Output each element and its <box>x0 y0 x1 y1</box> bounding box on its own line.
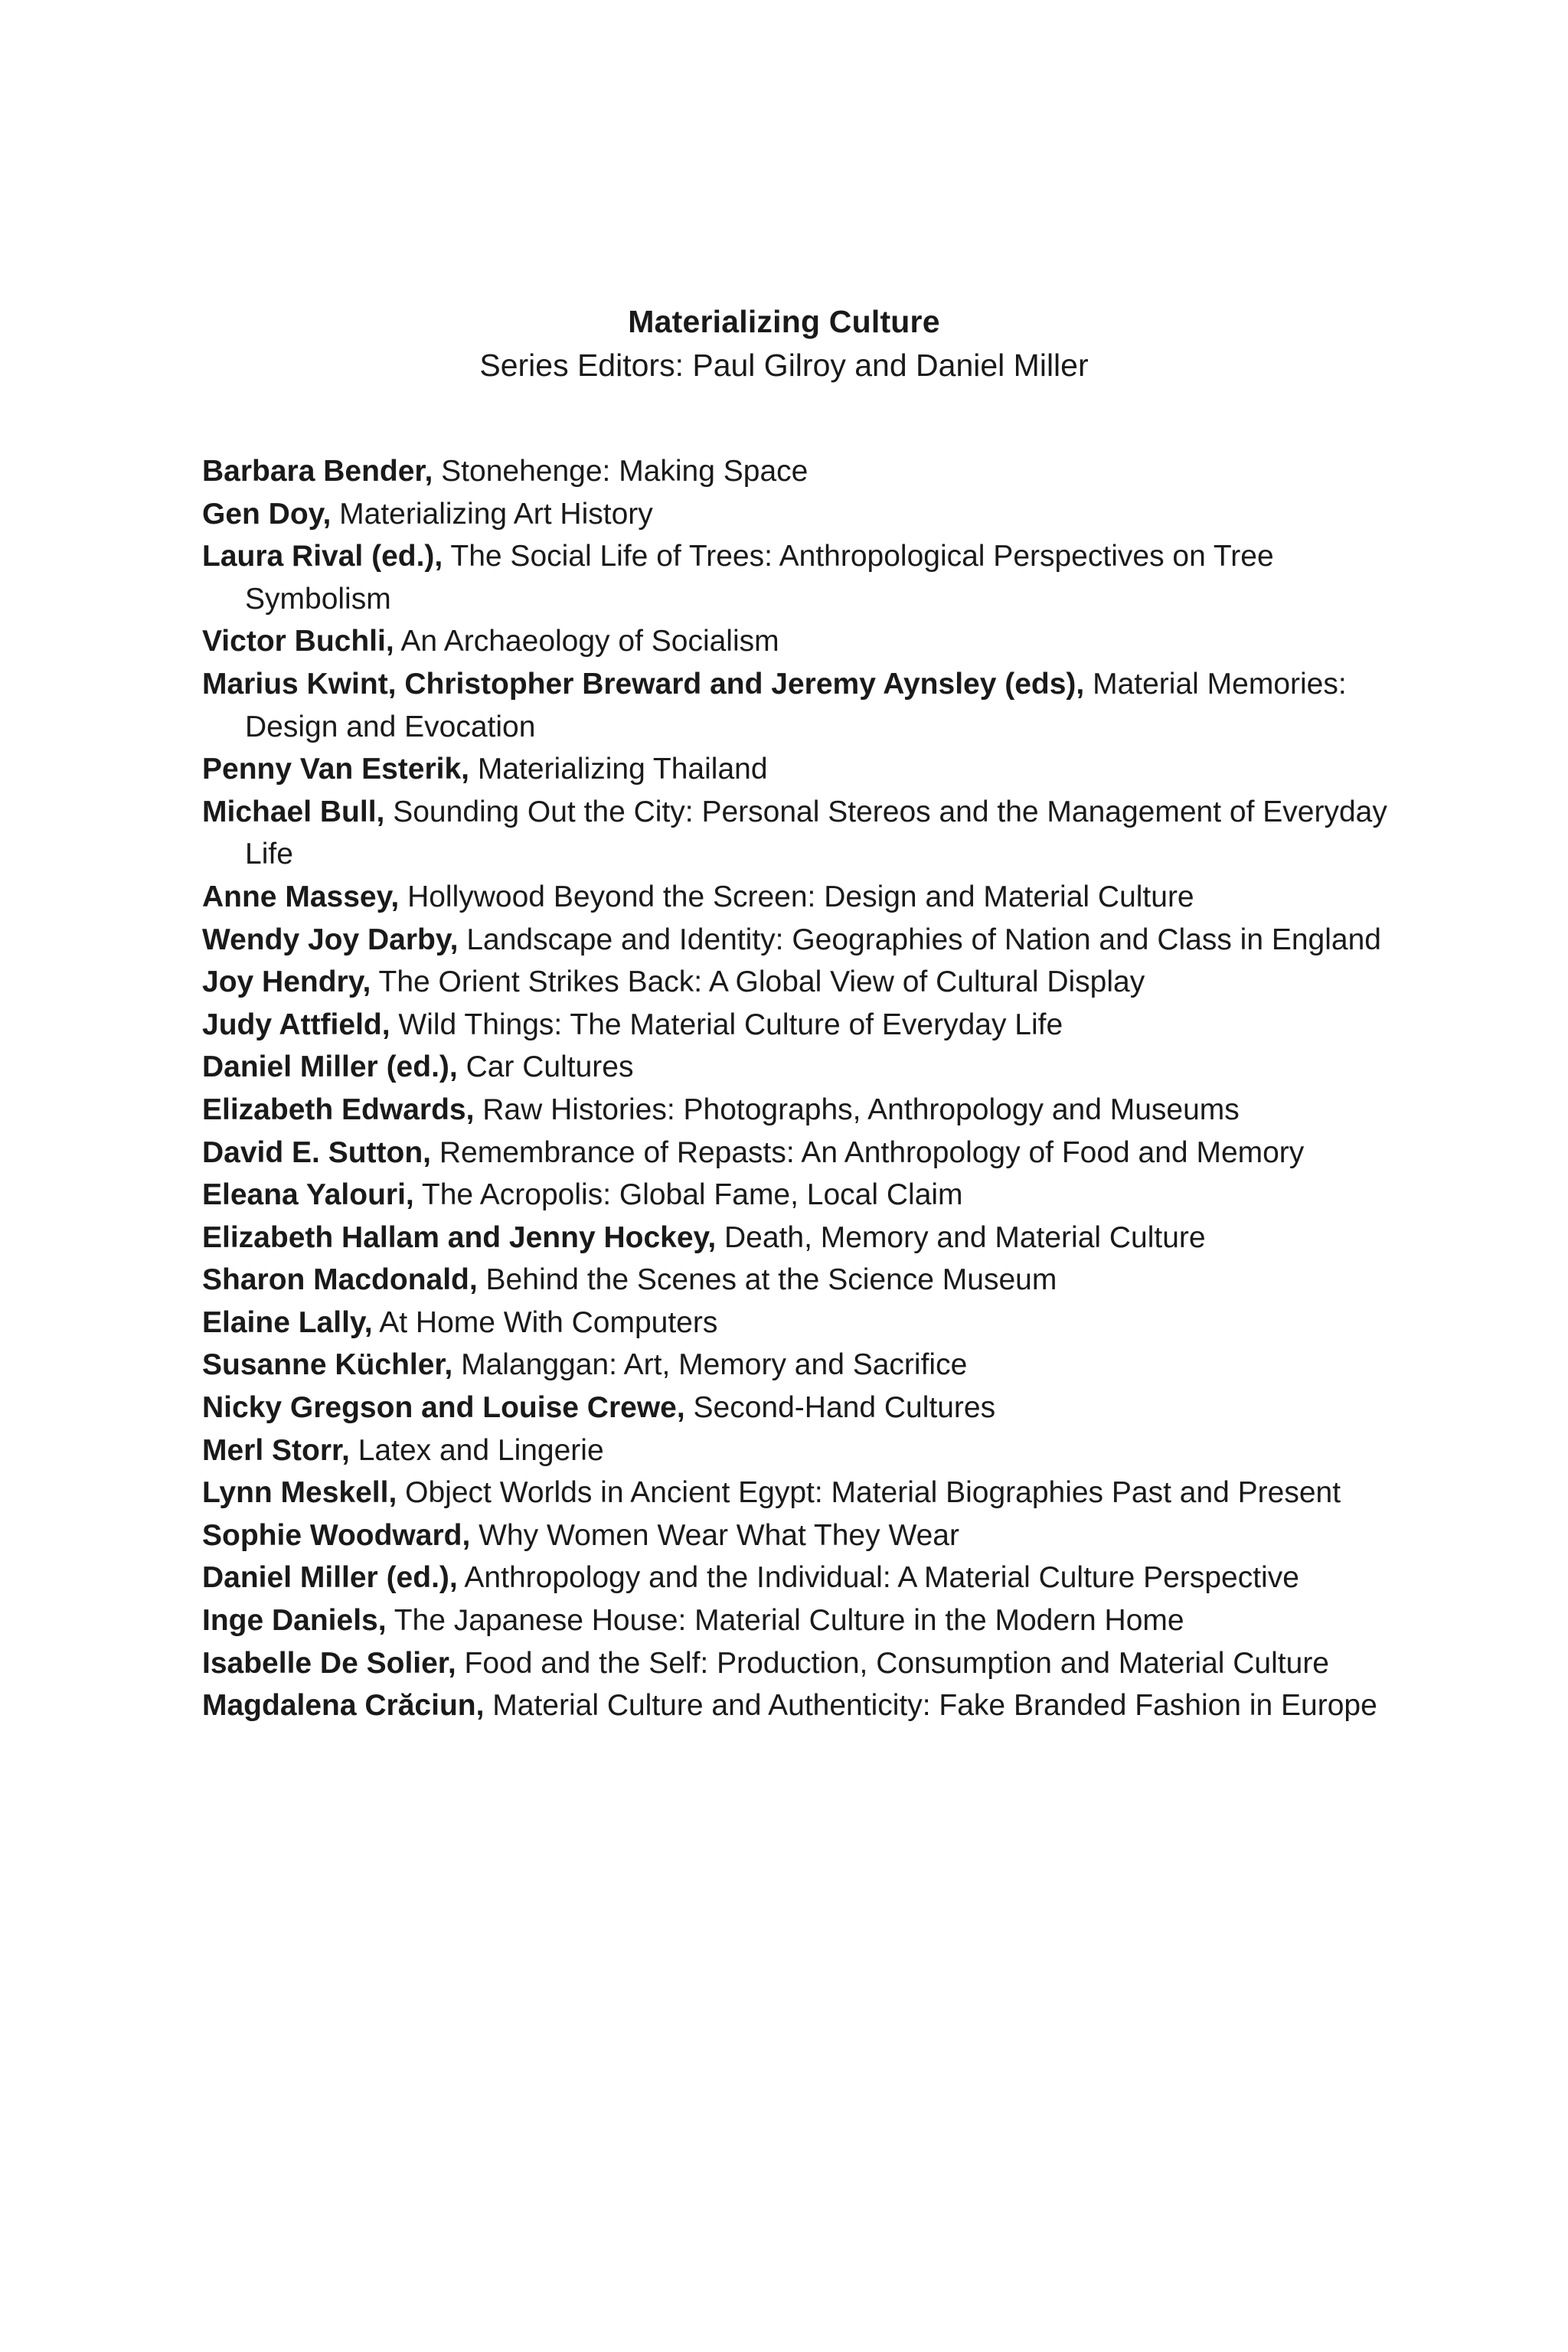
book-entry <box>202 1004 1396 1047</box>
book-author: Elizabeth Edwards, <box>202 1093 475 1126</box>
book-title: Why Women Wear What They Wear <box>479 1518 959 1552</box>
book-title: The Japanese House: Material Culture in the Modern Home <box>394 1604 1184 1638</box>
book-title: Death, Memory and Material Culture <box>724 1220 1206 1254</box>
book-entry <box>202 1472 1396 1514</box>
book-entry <box>202 876 1396 919</box>
book-title: At Home With Computers <box>379 1305 718 1339</box>
book-author: Sharon Macdonald, <box>202 1263 478 1297</box>
book-author: Sophie Woodward, <box>202 1518 471 1552</box>
book-author: Magdalena Crăciun, <box>202 1689 485 1723</box>
book-title: Raw Histories: Photographs, Anthropology and Museums <box>482 1093 1240 1126</box>
book-title: Car Cultures <box>466 1050 634 1084</box>
book-title: Material Memories: Design and Evocation <box>245 667 1347 743</box>
book-author: Elaine Lally, <box>202 1305 373 1339</box>
book-title: An Archaeology of Socialism <box>400 625 779 658</box>
book-title: Malanggan: Art, Memory and Sacrifice <box>461 1348 968 1382</box>
series-editors: Series Editors: Paul Gilroy and Daniel Miller <box>479 348 1089 383</box>
book-author: Daniel Miller (ed.), <box>202 1050 458 1084</box>
book-author: Gen Doy, <box>202 497 332 531</box>
book-entry <box>202 1514 1396 1557</box>
book-author: Merl Storr, <box>202 1433 350 1467</box>
book-author: Elizabeth Hallam and Jenny Hockey, <box>202 1220 717 1254</box>
book-author: Wendy Joy Darby, <box>202 923 459 956</box>
book-author: Michael Bull, <box>202 795 385 828</box>
book-title: Latex and Lingerie <box>358 1433 604 1467</box>
book-entry <box>202 493 1396 536</box>
book-title: Second-Hand Cultures <box>693 1391 996 1425</box>
book-author: Judy Attfield, <box>202 1008 390 1041</box>
book-author: Nicky Gregson and Louise Crewe, <box>202 1391 685 1425</box>
series-header <box>0 300 1568 387</box>
book-author: Barbara Bender, <box>202 455 433 488</box>
book-entry <box>202 1344 1396 1387</box>
book-title: Wild Things: The Material Culture of Everyday Life <box>398 1008 1063 1041</box>
book-title: Sounding Out the City: Personal Stereos and the Management of Everyday Life <box>245 795 1387 871</box>
series-title: Materializing Culture <box>628 304 940 339</box>
book-entry <box>202 748 1396 791</box>
book-entry <box>202 1429 1396 1472</box>
book-entry <box>202 1599 1396 1642</box>
book-author: Penny Van Esterik, <box>202 753 470 786</box>
book-title: Material Culture and Authenticity: Fake Branded Fashion in Europe <box>492 1689 1377 1723</box>
book-entry <box>202 1217 1396 1259</box>
book-title: Food and the Self: Production, Consumption and Material Culture <box>464 1646 1329 1680</box>
book-entry <box>202 1684 1396 1727</box>
book-author: Lynn Meskell, <box>202 1476 397 1510</box>
book-entry <box>202 1132 1396 1174</box>
book-entry <box>202 1387 1396 1429</box>
book-entry <box>202 663 1396 748</box>
book-entry <box>202 1557 1396 1599</box>
book-title: The Social Life of Trees: Anthropological Perspectives on Tree Symbolism <box>245 540 1274 616</box>
book-author: Eleana Yalouri, <box>202 1178 414 1212</box>
book-author: Isabelle De Solier, <box>202 1646 456 1680</box>
book-author: Laura Rival (ed.), <box>202 540 443 573</box>
book-title: Hollywood Beyond the Screen: Design and Material Culture <box>407 880 1194 913</box>
book-author: Daniel Miller (ed.), <box>202 1561 458 1595</box>
book-entry <box>202 1259 1396 1302</box>
book-entry <box>202 961 1396 1004</box>
book-entry <box>202 620 1396 663</box>
book-author: Anne Massey, <box>202 880 400 913</box>
book-title: Materializing Art History <box>339 497 653 531</box>
book-title: Anthropology and the Individual: A Material Culture Perspective <box>464 1561 1299 1595</box>
book-entry <box>202 919 1396 962</box>
book-author: Joy Hendry, <box>202 965 371 999</box>
book-title: Materializing Thailand <box>477 753 768 786</box>
book-title: Stonehenge: Making Space <box>441 455 808 488</box>
book-entry <box>202 1089 1396 1132</box>
book-entry <box>202 1046 1396 1089</box>
book-title: Remembrance of Repasts: An Anthropology of Food and Memory <box>439 1135 1305 1169</box>
book-author: Victor Buchli, <box>202 625 394 658</box>
book-author: Marius Kwint, Christopher Breward and Jeremy Aynsley (eds), <box>202 667 1085 701</box>
book-entry <box>202 450 1396 493</box>
book-entry <box>202 1302 1396 1344</box>
book-title: Landscape and Identity: Geographies of Nation and Class in England <box>466 923 1381 956</box>
book-entry <box>202 1174 1396 1217</box>
book-title: Behind the Scenes at the Science Museum <box>485 1263 1057 1297</box>
book-title: The Orient Strikes Back: A Global View of Cultural Display <box>378 965 1145 999</box>
book-author: Inge Daniels, <box>202 1604 387 1638</box>
series-book-list <box>202 450 1396 1727</box>
book-title: Object Worlds in Ancient Egypt: Material Biographies Past and Present <box>405 1476 1341 1510</box>
book-title: The Acropolis: Global Fame, Local Claim <box>421 1178 963 1212</box>
book-author: Susanne Küchler, <box>202 1348 453 1382</box>
book-author: David E. Sutton, <box>202 1135 432 1169</box>
book-entry <box>202 791 1396 876</box>
book-entry <box>202 535 1396 620</box>
book-entry <box>202 1642 1396 1685</box>
